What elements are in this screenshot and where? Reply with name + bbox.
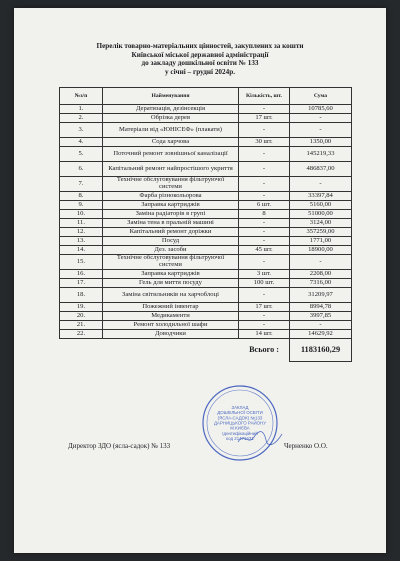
cell-qty: - [239, 288, 290, 303]
cell-sum: - [290, 123, 352, 138]
cell-num: 6. [60, 162, 103, 177]
cell-num: 5. [60, 147, 103, 162]
cell-name: Пожежний інвентар [103, 303, 239, 312]
cell-sum: 51000,00 [290, 210, 352, 219]
title-line: Київської міської державної адміністрації [131, 50, 269, 59]
cell-sum: - [290, 255, 352, 270]
cell-name: Заміна світильників на харчоблоці [103, 288, 239, 303]
table-header-row [60, 88, 352, 105]
cell-num: 11. [60, 219, 103, 228]
cell-name: Технічне обслуговування фільтруючої системи [103, 177, 239, 192]
table-row [60, 162, 352, 177]
cell-num: 12. [60, 228, 103, 237]
cell-name: Заправка картриджів [103, 201, 239, 210]
cell-num: 16. [60, 270, 103, 279]
stamp-text-line: код 21471631 [226, 436, 254, 442]
cell-num: 3. [60, 123, 103, 138]
cell-qty: 3 шт. [239, 270, 290, 279]
cell-sum: - [290, 177, 352, 192]
cell-sum: 14629,92 [290, 330, 352, 339]
official-stamp [201, 384, 279, 462]
stamp-text-line: (ЯСЛА-САДОК) №133 [217, 415, 263, 421]
cell-name: Заправка картриджів [103, 270, 239, 279]
cell-qty: 8 [239, 210, 290, 219]
cell-num: 8. [60, 192, 103, 201]
cell-qty: 14 шт. [239, 330, 290, 339]
cell-num: 22. [60, 330, 103, 339]
stamp-text-line: Ідентифікаційний [222, 430, 258, 436]
table-row [60, 201, 352, 210]
cell-name: Обрізка дерев [103, 114, 239, 123]
cell-sum: 33397,84 [290, 192, 352, 201]
cell-name: Матеріали від «ЮНІСЕФ» (плакати) [103, 123, 239, 138]
table-row [60, 114, 352, 123]
cell-sum: 1771,00 [290, 237, 352, 246]
table-row [60, 330, 352, 339]
goods-table [59, 87, 352, 362]
cell-qty: - [239, 162, 290, 177]
signature-scribble [236, 428, 284, 448]
table-row [60, 123, 352, 138]
total-label: Всього : [249, 344, 279, 354]
signer-name: Черненко О.О. [284, 442, 328, 450]
cell-qty: - [239, 237, 290, 246]
table-row [60, 312, 352, 321]
document-page [14, 8, 386, 553]
cell-name: Капітальний ремонт доріжки [103, 228, 239, 237]
signature-line: Директор ЗДО (ясла-садок) № 133 [68, 442, 171, 450]
cell-sum: - [290, 114, 352, 123]
cell-qty: 17 шт. [239, 303, 290, 312]
cell-qty: 45 шт. [239, 246, 290, 255]
cell-qty: - [239, 105, 290, 114]
cell-sum: - [290, 321, 352, 330]
column-header-sum: Сума [290, 88, 352, 105]
cell-name: Фарба різнокольорова [103, 192, 239, 201]
column-header-num: №з/п [60, 88, 103, 105]
cell-sum: 5160,00 [290, 201, 352, 210]
stamp-text-line: ДОШКІЛЬНОЇ ОСВІТИ [217, 410, 263, 416]
cell-num: 7. [60, 177, 103, 192]
cell-sum: 10785,60 [290, 105, 352, 114]
title-line: Перелік товарно-матеріальних цінностей, закуплених за кошти [96, 42, 304, 50]
cell-num: 1. [60, 105, 103, 114]
title-line: у січні – грудні 2024р. [164, 67, 235, 76]
table-row [60, 270, 352, 279]
table-row [60, 228, 352, 237]
table-row [60, 210, 352, 219]
stamp-text-line: М.КИЄВА [230, 425, 250, 431]
table-row [60, 237, 352, 246]
cell-sum: 7316,00 [290, 279, 352, 288]
cell-num: 9. [60, 201, 103, 210]
cell-sum: 3997,85 [290, 312, 352, 321]
cell-num: 15. [60, 255, 103, 270]
table-row [60, 177, 352, 192]
cell-name: Капітальний ремонт найпростішого укриття [103, 162, 239, 177]
cell-num: 19. [60, 303, 103, 312]
cell-name: Дератизація, дезінсекція [103, 105, 239, 114]
cell-num: 20. [60, 312, 103, 321]
cell-sum: 357259,00 [290, 228, 352, 237]
cell-name: Технічне обслуговування фільтруючої системи [103, 255, 239, 270]
cell-qty: - [239, 177, 290, 192]
cell-name: Медикаменти [103, 312, 239, 321]
table-row [60, 147, 352, 162]
title-line: до закладу дошкільної освіти № 133 [141, 59, 259, 68]
cell-num: 10. [60, 210, 103, 219]
table-row [60, 138, 352, 147]
cell-name: Поточний ремонт зовнішньої каналізації [103, 147, 239, 162]
cell-qty: - [239, 123, 290, 138]
stamp-text-line: ЗАКЛАД [231, 404, 249, 410]
cell-qty: - [239, 192, 290, 201]
table-row [60, 303, 352, 312]
cell-sum: 145219,33 [290, 147, 352, 162]
total-sum: 1183160,29 [290, 339, 352, 362]
cell-sum: 3124,00 [290, 219, 352, 228]
cell-num: 18. [60, 288, 103, 303]
cell-sum: 486837,00 [290, 162, 352, 177]
column-header-name: Найменування [103, 88, 239, 105]
cell-sum: 18900,00 [290, 246, 352, 255]
cell-num: 2. [60, 114, 103, 123]
total-row [60, 339, 352, 362]
cell-qty: - [239, 312, 290, 321]
cell-qty: 100 шт. [239, 279, 290, 288]
table-body [60, 105, 352, 339]
cell-name: Заміна радіаторів в групі [103, 210, 239, 219]
cell-sum: 8994,78 [290, 303, 352, 312]
cell-sum: 31209,97 [290, 288, 352, 303]
cell-qty: - [239, 321, 290, 330]
cell-name: Доводчики [103, 330, 239, 339]
cell-qty: - [239, 228, 290, 237]
table-row [60, 279, 352, 288]
cell-num: 21. [60, 321, 103, 330]
table-row [60, 105, 352, 114]
cell-qty: 17 шт. [239, 114, 290, 123]
table-row [60, 219, 352, 228]
cell-qty: - [239, 147, 290, 162]
cell-num: 17. [60, 279, 103, 288]
column-header-qty: Кількість, шт. [239, 88, 290, 105]
table-row [60, 255, 352, 270]
cell-num: 4. [60, 138, 103, 147]
stamp-text-line: ДАРНИЦЬКОГО РАЙОНУ [213, 420, 267, 426]
cell-qty: 30 шт. [239, 138, 290, 147]
cell-name: Заміна тена в пральній машині [103, 219, 239, 228]
document-title [14, 42, 386, 76]
cell-name: Гель для миття посуду [103, 279, 239, 288]
cell-qty: - [239, 219, 290, 228]
cell-name: Дез. засоби [103, 246, 239, 255]
cell-name: Сода харчова [103, 138, 239, 147]
cell-qty: 6 шт. [239, 201, 290, 210]
table-row [60, 192, 352, 201]
cell-name: Ремонт холодильної шафи [103, 321, 239, 330]
cell-sum: 2208,00 [290, 270, 352, 279]
table-row [60, 321, 352, 330]
cell-name: Посуд [103, 237, 239, 246]
table-row [60, 288, 352, 303]
cell-num: 14. [60, 246, 103, 255]
cell-num: 13. [60, 237, 103, 246]
cell-sum: 1350,00 [290, 138, 352, 147]
cell-qty: - [239, 255, 290, 270]
